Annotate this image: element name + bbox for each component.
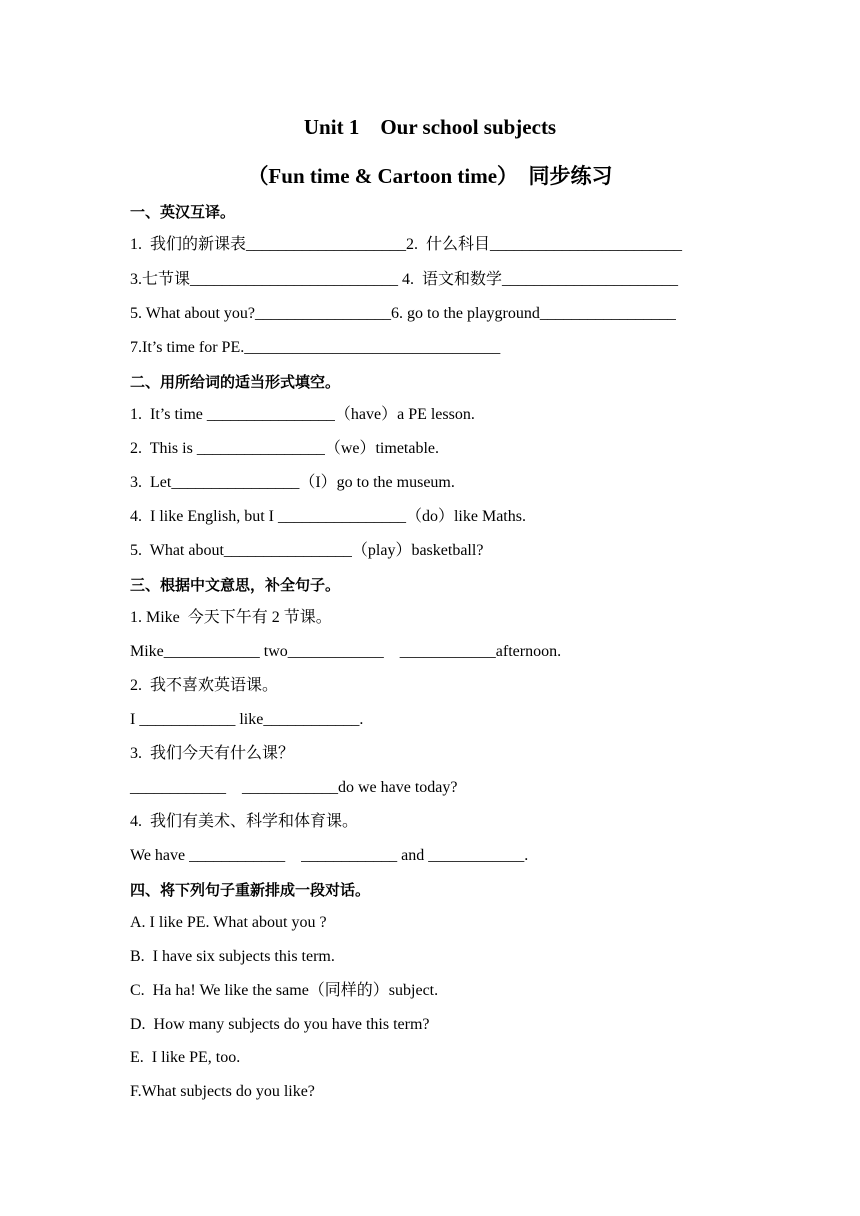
dialogue-sentence: A. I like PE. What about you ?: [130, 914, 327, 931]
exercise-line: 7.It’s time for PE.________________________________: [130, 339, 501, 356]
exercise-line: 3.七节课__________________________ 4. 语文和数学______________________: [130, 271, 679, 288]
exercise-line: 2. This is ________________（we）timetable.: [130, 440, 440, 457]
dialogue-sentence: F.What subjects do you like?: [130, 1083, 315, 1100]
section-heading: 一、英汉互译。: [130, 203, 236, 221]
exercise-line: 5. What about________________（play）basketball?: [130, 542, 484, 559]
page-title: Unit 1 Our school subjects: [303, 115, 557, 139]
exercise-line: Mike____________ two____________ ____________afternoon.: [130, 643, 562, 660]
dialogue-sentence: B. I have six subjects this term.: [130, 948, 335, 965]
exercise-line: 1. Mike 今天下午有 2 节课。: [130, 609, 332, 626]
section-heading: 四、将下列句子重新排成一段对话。: [130, 881, 371, 899]
dialogue-sentence: E. I like PE, too.: [130, 1049, 241, 1066]
exercise-line: I ____________ like____________.: [130, 711, 364, 728]
exercise-line: ____________ ____________do we have today?: [130, 779, 458, 796]
page-subtitle: （Fun time & Cartoon time） 同步练习: [247, 164, 613, 188]
exercise-line: 1. It’s time ________________（have）a PE lesson.: [130, 406, 475, 423]
exercise-line: 2. 我不喜欢英语课。: [130, 677, 279, 694]
exercise-line: 4. 我们有美术、科学和体育课。: [130, 813, 359, 830]
exercise-line: 4. I like English, but I ________________（do）like Maths.: [130, 508, 526, 525]
dialogue-sentence: C. Ha ha! We like the same（同样的）subject.: [130, 982, 439, 999]
exercise-line: 3. 我们今天有什么课？: [130, 745, 295, 762]
section-heading: 二、用所给词的适当形式填空。: [130, 373, 341, 391]
exercise-line: 5. What about you?_________________6. go to the playground_________________: [130, 305, 676, 322]
exercise-line: 3. Let________________（I）go to the museum.: [130, 474, 455, 491]
exercise-line: 1. 我们的新课表____________________2. 什么科目________________________: [130, 236, 683, 253]
dialogue-sentence: D. How many subjects do you have this term?: [130, 1016, 430, 1033]
exercise-line: We have ____________ ____________ and ____________.: [130, 847, 529, 864]
section-heading: 三、根据中文意思，补全句子。: [130, 576, 341, 594]
